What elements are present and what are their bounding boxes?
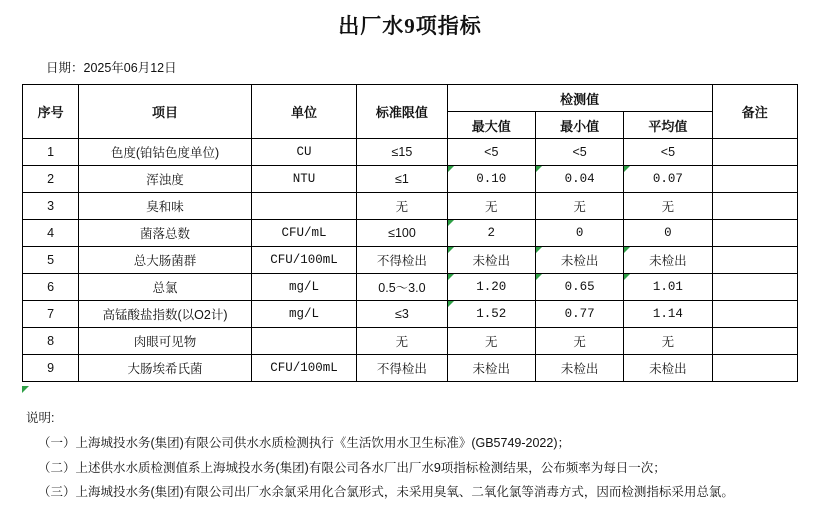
cell-min: 未检出 — [535, 247, 623, 274]
table-row — [23, 193, 798, 220]
cell-limit: ≤100 — [357, 220, 447, 247]
cell-remark — [712, 301, 797, 328]
header-avg: 平均值 — [624, 112, 712, 139]
header-remark: 备注 — [712, 85, 797, 139]
cell-no: 2 — [23, 166, 79, 193]
cell-max: <5 — [447, 139, 535, 166]
cell-min: 0.04 — [535, 166, 623, 193]
cell-avg: 无 — [624, 193, 712, 220]
cell-min: 无 — [535, 328, 623, 355]
cell-avg: 1.01 — [624, 274, 712, 301]
cell-item: 浑浊度 — [79, 166, 252, 193]
cell-max: 无 — [447, 193, 535, 220]
cell-no: 3 — [23, 193, 79, 220]
cell-no: 9 — [23, 355, 79, 382]
cell-min: 无 — [535, 193, 623, 220]
cell-no: 8 — [23, 328, 79, 355]
comment-flag-icon — [22, 386, 29, 393]
cell-unit: CU — [251, 139, 356, 166]
cell-unit: CFU/100mL — [251, 355, 356, 382]
note-line: （一）上海城投水务(集团)有限公司供水水质检测执行《生活饮用水卫生标准》(GB5749-2022)； — [38, 436, 570, 450]
cell-limit: 无 — [357, 328, 447, 355]
notes-heading: 说明: — [26, 411, 55, 425]
cell-min: 未检出 — [535, 355, 623, 382]
cell-limit: 0.5～3.0 — [357, 274, 447, 301]
cell-unit: CFU/100mL — [251, 247, 356, 274]
cell-no: 4 — [23, 220, 79, 247]
table-row — [23, 220, 798, 247]
cell-unit: NTU — [251, 166, 356, 193]
header-min: 最小值 — [535, 112, 623, 139]
table-row — [23, 247, 798, 274]
cell-min: 0.65 — [535, 274, 623, 301]
cell-avg: 未检出 — [624, 247, 712, 274]
cell-avg: 0 — [624, 220, 712, 247]
cell-no: 1 — [23, 139, 79, 166]
cell-remark — [712, 247, 797, 274]
cell-no: 5 — [23, 247, 79, 274]
cell-limit: ≤3 — [357, 301, 447, 328]
cell-unit — [251, 193, 356, 220]
cell-item: 总大肠菌群 — [79, 247, 252, 274]
cell-limit: 不得检出 — [357, 355, 447, 382]
table-row — [23, 355, 798, 382]
note-line: （三）上海城投水务(集团)有限公司出厂水余氯采用化合氯形式，未采用臭氧、二氧化氯等消毒方式，因而检测指标采用总氯。 — [38, 485, 734, 500]
notes-section — [22, 408, 820, 501]
table-header-row-1 — [23, 85, 798, 112]
header-item: 项目 — [79, 85, 252, 139]
header-no: 序号 — [23, 85, 79, 139]
cell-limit: 不得检出 — [357, 247, 447, 274]
cell-max: 1.52 — [447, 301, 535, 328]
table-row — [23, 166, 798, 193]
cell-item: 菌落总数 — [79, 220, 252, 247]
note-line: （二）上述供水水质检测值系上海城投水务(集团)有限公司各水厂出厂水9项指标检测结果，公布频率为每日一次； — [38, 460, 666, 475]
cell-max: 2 — [447, 220, 535, 247]
table-row — [23, 328, 798, 355]
cell-remark — [712, 139, 797, 166]
cell-item: 高锰酸盐指数(以O2计) — [79, 301, 252, 328]
cell-no: 6 — [23, 274, 79, 301]
cell-item: 总氯 — [79, 274, 252, 301]
cell-remark — [712, 166, 797, 193]
cell-limit: ≤15 — [357, 139, 447, 166]
cell-min: <5 — [535, 139, 623, 166]
cell-max: 1.20 — [447, 274, 535, 301]
cell-max: 未检出 — [447, 247, 535, 274]
report-date: 日期：2025年06月12日 — [46, 61, 177, 75]
cell-unit — [251, 328, 356, 355]
cell-remark — [712, 274, 797, 301]
cell-limit: ≤1 — [357, 166, 447, 193]
cell-remark — [712, 220, 797, 247]
cell-remark — [712, 193, 797, 220]
cell-min: 0 — [535, 220, 623, 247]
header-unit: 单位 — [251, 85, 356, 139]
cell-item: 大肠埃希氏菌 — [79, 355, 252, 382]
cell-avg: 1.14 — [624, 301, 712, 328]
cell-unit: CFU/mL — [251, 220, 356, 247]
cell-limit: 无 — [357, 193, 447, 220]
cell-item: 色度(铂钴色度单位) — [79, 139, 252, 166]
cell-no: 7 — [23, 301, 79, 328]
cell-avg: <5 — [624, 139, 712, 166]
cell-min: 0.77 — [535, 301, 623, 328]
header-detected-group: 检测值 — [447, 85, 712, 112]
cell-max: 0.10 — [447, 166, 535, 193]
cell-avg: 无 — [624, 328, 712, 355]
cell-unit: mg/L — [251, 301, 356, 328]
cell-avg: 未检出 — [624, 355, 712, 382]
table-row — [23, 301, 798, 328]
cell-remark — [712, 355, 797, 382]
cell-unit: mg/L — [251, 274, 356, 301]
table-row — [23, 139, 798, 166]
cell-item: 臭和味 — [79, 193, 252, 220]
cell-item: 肉眼可见物 — [79, 328, 252, 355]
header-limit: 标准限值 — [357, 85, 447, 139]
header-max: 最大值 — [447, 112, 535, 139]
cell-max: 未检出 — [447, 355, 535, 382]
water-quality-table — [22, 84, 798, 382]
cell-avg: 0.07 — [624, 166, 712, 193]
cell-max: 无 — [447, 328, 535, 355]
table-row — [23, 274, 798, 301]
cell-remark — [712, 328, 797, 355]
page-title: 出厂水9项指标 — [338, 14, 482, 38]
